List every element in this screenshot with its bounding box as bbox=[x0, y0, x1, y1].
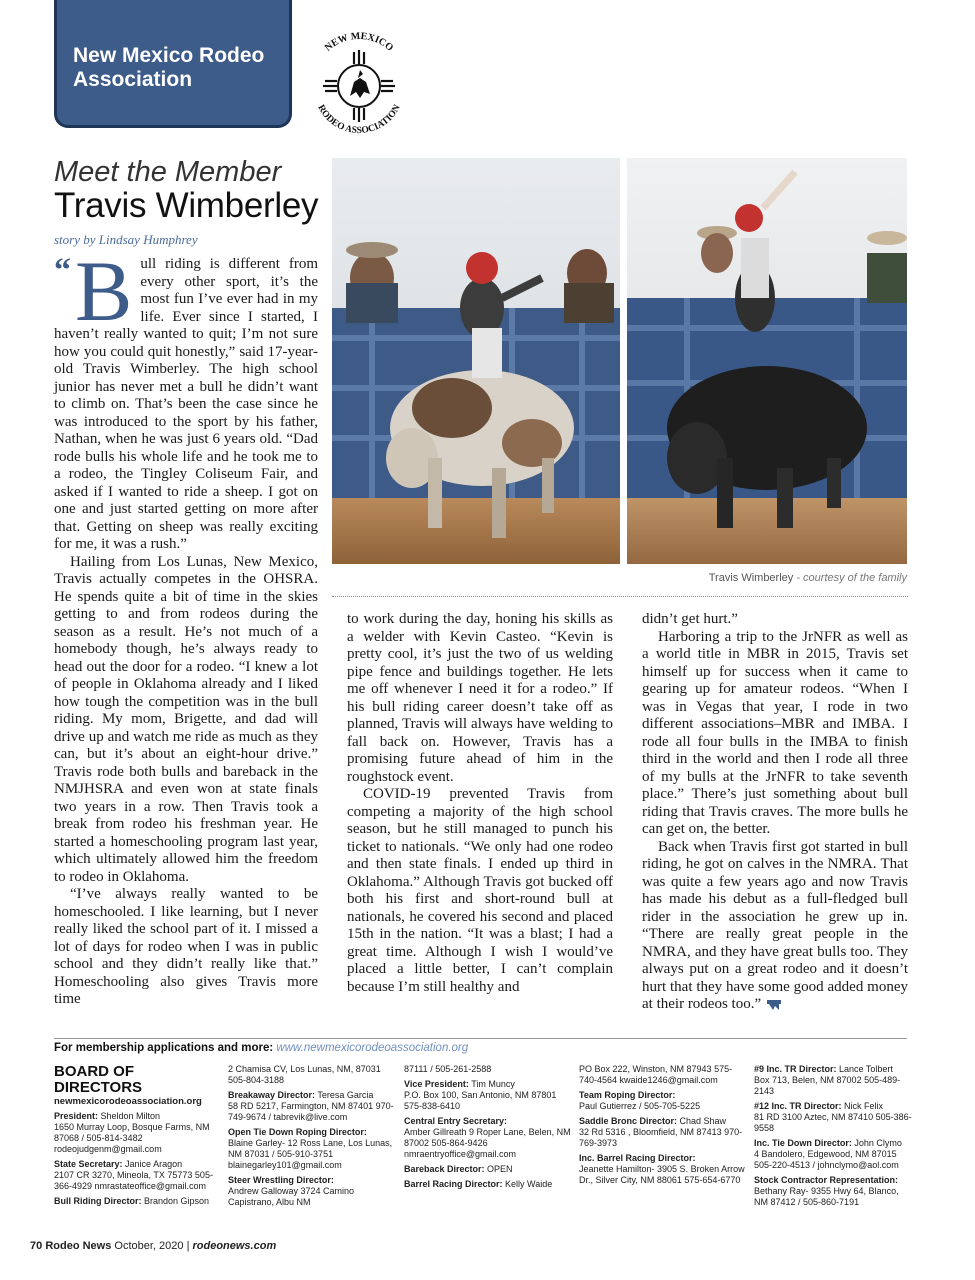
article-kicker: Meet the Member bbox=[54, 156, 282, 188]
board-role: State Secretary: bbox=[54, 1159, 123, 1169]
board-entry bbox=[579, 1153, 749, 1186]
board-contact: Bethany Ray- 9355 Hwy 64, Blanco, NM 87412 / 505-860-7191 bbox=[754, 1186, 899, 1207]
board-role: Vice President: bbox=[404, 1079, 469, 1089]
bull-riding-photo-2 bbox=[627, 158, 907, 564]
board-entry bbox=[754, 1101, 914, 1134]
svg-text:NEW MEXICO: NEW MEXICO bbox=[322, 30, 396, 54]
article-paragraph-4: to work during the day, honing his skills as a welder with Kevin Casteo. “Kevin is pretty cool, it’s just the two of us welding pipe fence and buildings together. He lets me off whenever I need it for a rodeo.” If his bull riding career doesn’t take off as planned, Travis will always have welding to fall back on. However, Travis has a promising future ahead of him in the roughstock event. bbox=[347, 611, 613, 785]
board-entry bbox=[228, 1127, 398, 1171]
board-contact: 32 Rd 5316 , Bloomfield, NM 87413 970-769-3973 bbox=[579, 1127, 743, 1148]
board-entry bbox=[404, 1116, 574, 1160]
magazine-website: rodeonews.com bbox=[192, 1240, 277, 1252]
board-website: newmexicorodeoassociation.org bbox=[54, 1096, 202, 1107]
paragraph-1-text: ull riding is different from every other sport, it’s the most fun I’ve ever had in my life. Ever since I started, I haven’t really wanted to quit; I’m not sure how you could quit honestly,” said 17-year-old Travis Wimberley. The high school junior has never met a bull he didn’t want to climb on. That’s been the case since he was introduced to the sport by his father, Nathan, when he was just 6 years old. “Dad rode bulls his whole life and he took me to a rodeo, the Tingley Coliseum Fair, and asked if I wanted to ride a sheep. I got on one and just started getting on more after that. Getting on sheep was really exciting for me, it was a rush.” bbox=[54, 256, 318, 552]
board-entry bbox=[754, 1175, 914, 1208]
bull-riding-photo-1 bbox=[332, 158, 620, 564]
association-header bbox=[54, 0, 292, 128]
board-contact: 81 RD 3100 Aztec, NM 87410 505-386-9558 bbox=[754, 1112, 912, 1133]
page-folio bbox=[30, 1240, 276, 1252]
board-contact: Paul Gutierrez / 505-705-5225 bbox=[579, 1101, 701, 1111]
photo-caption bbox=[709, 572, 907, 584]
board-entry bbox=[54, 1159, 222, 1192]
board-title: BOARD OF DIRECTORS bbox=[54, 1063, 143, 1096]
article-paragraph-2: Hailing from Los Lunas, New Mexico, Travis actually competes in the OHSRA. He spends quite a bit of time in the skies getting to and from rodeos during the season as a result. He’s not much of a homebody though, he’s always ready to head out the door for a rodeo. “I knew a lot of people in Oklahoma already and I liked how tough the competition was in the bull riding. My mom, Brigette, and dad will drive up and watch me ride as much as they can, but it’s about an eight-hour drive.” Travis rode both bulls and bareback in the NMJHSRA and even won at state finals two years in a row. Then Travis took a break from rodeo his freshman year. He started a homeschooling program last year, which ultimately allowed him the freedom to rodeo in Oklahoma. bbox=[54, 553, 318, 885]
issue-date: October, 2020 bbox=[114, 1240, 184, 1252]
board-role: #9 Inc. TR Director: bbox=[754, 1064, 837, 1074]
board-entries-3 bbox=[404, 1064, 574, 1190]
board-column-2 bbox=[228, 1064, 398, 1212]
board-role: Saddle Bronc Director: bbox=[579, 1116, 678, 1126]
drop-cap: B bbox=[75, 243, 133, 339]
footer-divider bbox=[54, 1038, 907, 1039]
board-column-4 bbox=[579, 1064, 749, 1190]
board-role: Stock Contractor Representation: bbox=[754, 1175, 899, 1185]
board-contact: 58 RD 5217, Farmington, NM 87401 970-749-9674 / tabrevik@live.com bbox=[228, 1101, 394, 1122]
board-contact: 2 Chamisa CV, Los Lunas, NM, 87031 505-804-3188 bbox=[228, 1064, 381, 1085]
board-contact: Box 713, Belen, NM 87002 505-489-2143 bbox=[754, 1075, 901, 1096]
article-paragraph-1 bbox=[54, 243, 318, 554]
folio-separator: | bbox=[186, 1240, 190, 1252]
board-entry bbox=[54, 1196, 222, 1207]
board-column-5 bbox=[754, 1064, 914, 1212]
caption-name: Travis Wimberley bbox=[708, 572, 794, 584]
board-member-name: Sheldon Milton bbox=[98, 1111, 161, 1121]
board-entry bbox=[579, 1064, 749, 1086]
board-contact: P.O. Box 100, San Antonio, NM 87801 575-838-6410 bbox=[404, 1090, 557, 1111]
board-contact: 2107 CR 3270, Mineola, TX 75773 505-366-4929 nmrastateoffice@gmail.com bbox=[54, 1170, 213, 1191]
board-role: Central Entry Secretary: bbox=[404, 1116, 508, 1126]
membership-label: For membership applications and more: bbox=[54, 1042, 274, 1054]
board-role: Bareback Director: bbox=[404, 1164, 485, 1174]
svg-text:RODEO ASSOCIATION: RODEO ASSOCIATION bbox=[315, 103, 403, 136]
article-headline: Travis Wimberley bbox=[54, 186, 319, 225]
board-contact: Jeanette Hamilton- 3905 S. Broken Arrow Dr., Silver City, NM 88061 575-654-6770 bbox=[579, 1164, 745, 1185]
board-entry bbox=[579, 1090, 749, 1112]
paragraph-8-text: Back when Travis first got started in bull riding, he got on calves in the NMRA. That was quite a few years ago and now Travis has made his debut as a full-fledged bull rider in the association he grew up in. “There are really great people in the NMRA, and they have great bulls too. They always put on a great rodeo and it doesn’t hurt that they have some good added money at their rodeos too.” bbox=[642, 838, 908, 1012]
board-member-name: Tim Muncy bbox=[468, 1079, 515, 1089]
association-title-line2: Association bbox=[73, 68, 193, 91]
board-entry bbox=[404, 1164, 574, 1175]
board-entries-1 bbox=[54, 1111, 222, 1207]
article-paragraph-5: COVID-19 prevented Travis from competing a majority of the high school season, but he still managed to punch his ticket to nationals. “We only had one rodeo and then state finals. I ended up third in Oklahoma.” Although Travis got bucked off both his first and short-round bull at nationals, he covered his second and placed 15th in the nation. “It was a blast; I had a great time. Although I wish I would’ve placed a little better, I can’t complain because I’m still healthy and bbox=[347, 786, 613, 995]
board-entry bbox=[54, 1111, 222, 1155]
board-role: Barrel Racing Director: bbox=[404, 1179, 503, 1189]
board-role: President: bbox=[54, 1111, 99, 1121]
board-role: Team Roping Director: bbox=[579, 1090, 676, 1100]
board-member-name: OPEN bbox=[484, 1164, 513, 1174]
board-member-name: Kelly Waide bbox=[502, 1179, 553, 1189]
board-entry bbox=[754, 1064, 914, 1097]
magazine-name: Rodeo News bbox=[45, 1240, 112, 1252]
board-member-name: Chad Shaw bbox=[677, 1116, 727, 1126]
board-member-name: John Clymo bbox=[851, 1138, 902, 1148]
board-role: Open Tie Down Roping Director: bbox=[228, 1127, 367, 1137]
article-paragraph-3: “I’ve always really wanted to be homeschooled. I like learning, but I never really liked the school part of it. I missed a lot of days for rodeo when I was in public school and they didn’t really like that.” Homeschooling also gives Travis more time bbox=[54, 886, 318, 1007]
board-contact: 87111 / 505-261-2588 bbox=[404, 1064, 492, 1074]
open-quote-icon: “ bbox=[54, 252, 71, 289]
board-entry bbox=[404, 1179, 574, 1190]
board-contact: Blaine Garley- 12 Ross Lane, Los Lunas, NM 87031 / 505-910-3751 blainegarley101@gmail.com bbox=[228, 1138, 393, 1170]
board-entry bbox=[404, 1079, 574, 1112]
article-column-1 bbox=[54, 243, 318, 1009]
board-entry bbox=[228, 1090, 398, 1123]
article-column-2 bbox=[347, 611, 613, 996]
board-entry bbox=[228, 1175, 398, 1208]
membership-link[interactable]: www.newmexicorodeoassociation.org bbox=[276, 1042, 469, 1054]
board-contact: PO Box 222, Winston, NM 87943 575-740-4564 kwaide1246@gmail.com bbox=[579, 1064, 733, 1085]
board-entry bbox=[579, 1116, 749, 1149]
board-role: #12 Inc. TR Director: bbox=[754, 1101, 842, 1111]
board-column-3 bbox=[404, 1064, 574, 1194]
board-entries-4 bbox=[579, 1064, 749, 1186]
board-role: Breakaway Director: bbox=[228, 1090, 316, 1100]
end-mark-icon bbox=[767, 1000, 781, 1010]
article-column-3 bbox=[642, 611, 908, 1014]
article-paragraph-7: Harboring a trip to the JrNFR as well as a world title in MBR in 2015, Travis set himself up for success when it came to gearing up for amateur rodeos. “When I was in Vegas that year, I rode in two different associations–MBR and IMBA. I rode all four bulls in the IMBA to finish third in the world and then I rode all three of my bulls at the JrNFR to take seventh place.” There’s just something about bull riding that Travis craves. The more bulls he can get on, the better. bbox=[642, 628, 908, 837]
membership-line bbox=[54, 1042, 468, 1054]
board-entry bbox=[754, 1138, 914, 1171]
article-byline: story by Lindsay Humphrey bbox=[54, 232, 198, 247]
caption-divider bbox=[332, 596, 908, 597]
board-member-name: Janice Aragon bbox=[122, 1159, 183, 1169]
article-paragraph-8 bbox=[642, 839, 908, 1014]
board-entry bbox=[228, 1064, 398, 1086]
board-member-name: Teresa Garcia bbox=[315, 1090, 374, 1100]
board-role: Bull Riding Director: bbox=[54, 1196, 142, 1206]
board-entry bbox=[404, 1064, 574, 1075]
board-member-name: Lance Tolbert bbox=[836, 1064, 893, 1074]
board-member-name: Brandon Gipson bbox=[141, 1196, 210, 1206]
board-contact: 4 Bandolero, Edgewood, NM 87015 505-220-4513 / johnclymo@aol.com bbox=[754, 1149, 899, 1170]
board-role: Steer Wrestling Director: bbox=[228, 1175, 334, 1185]
board-entries-5 bbox=[754, 1064, 914, 1208]
board-entries-2 bbox=[228, 1064, 398, 1208]
board-contact: Andrew Galloway 3724 Camino Capistrano, Albu NM bbox=[228, 1186, 355, 1207]
board-role: Inc. Tie Down Director: bbox=[754, 1138, 852, 1148]
nmra-logo-icon bbox=[300, 26, 418, 136]
association-title-line1: New Mexico Rodeo bbox=[73, 44, 265, 67]
caption-credit: - courtesy of the family bbox=[793, 572, 907, 584]
board-contact: 1650 Murray Loop, Bosque Farms, NM 87068 / 505-814-3482 rodeojudgenm@gmail.com bbox=[54, 1122, 210, 1154]
board-role: Inc. Barrel Racing Director: bbox=[579, 1153, 696, 1163]
board-contact: Amber Gillreath 9 Roper Lane, Belen, NM 87002 505-864-9426 nmraentryoffice@gmail.com bbox=[404, 1127, 571, 1159]
page-number: 70 bbox=[30, 1240, 43, 1252]
board-column-1 bbox=[54, 1064, 222, 1211]
board-member-name: Nick Felix bbox=[841, 1101, 884, 1111]
article-paragraph-6: didn’t get hurt.” bbox=[642, 611, 738, 627]
